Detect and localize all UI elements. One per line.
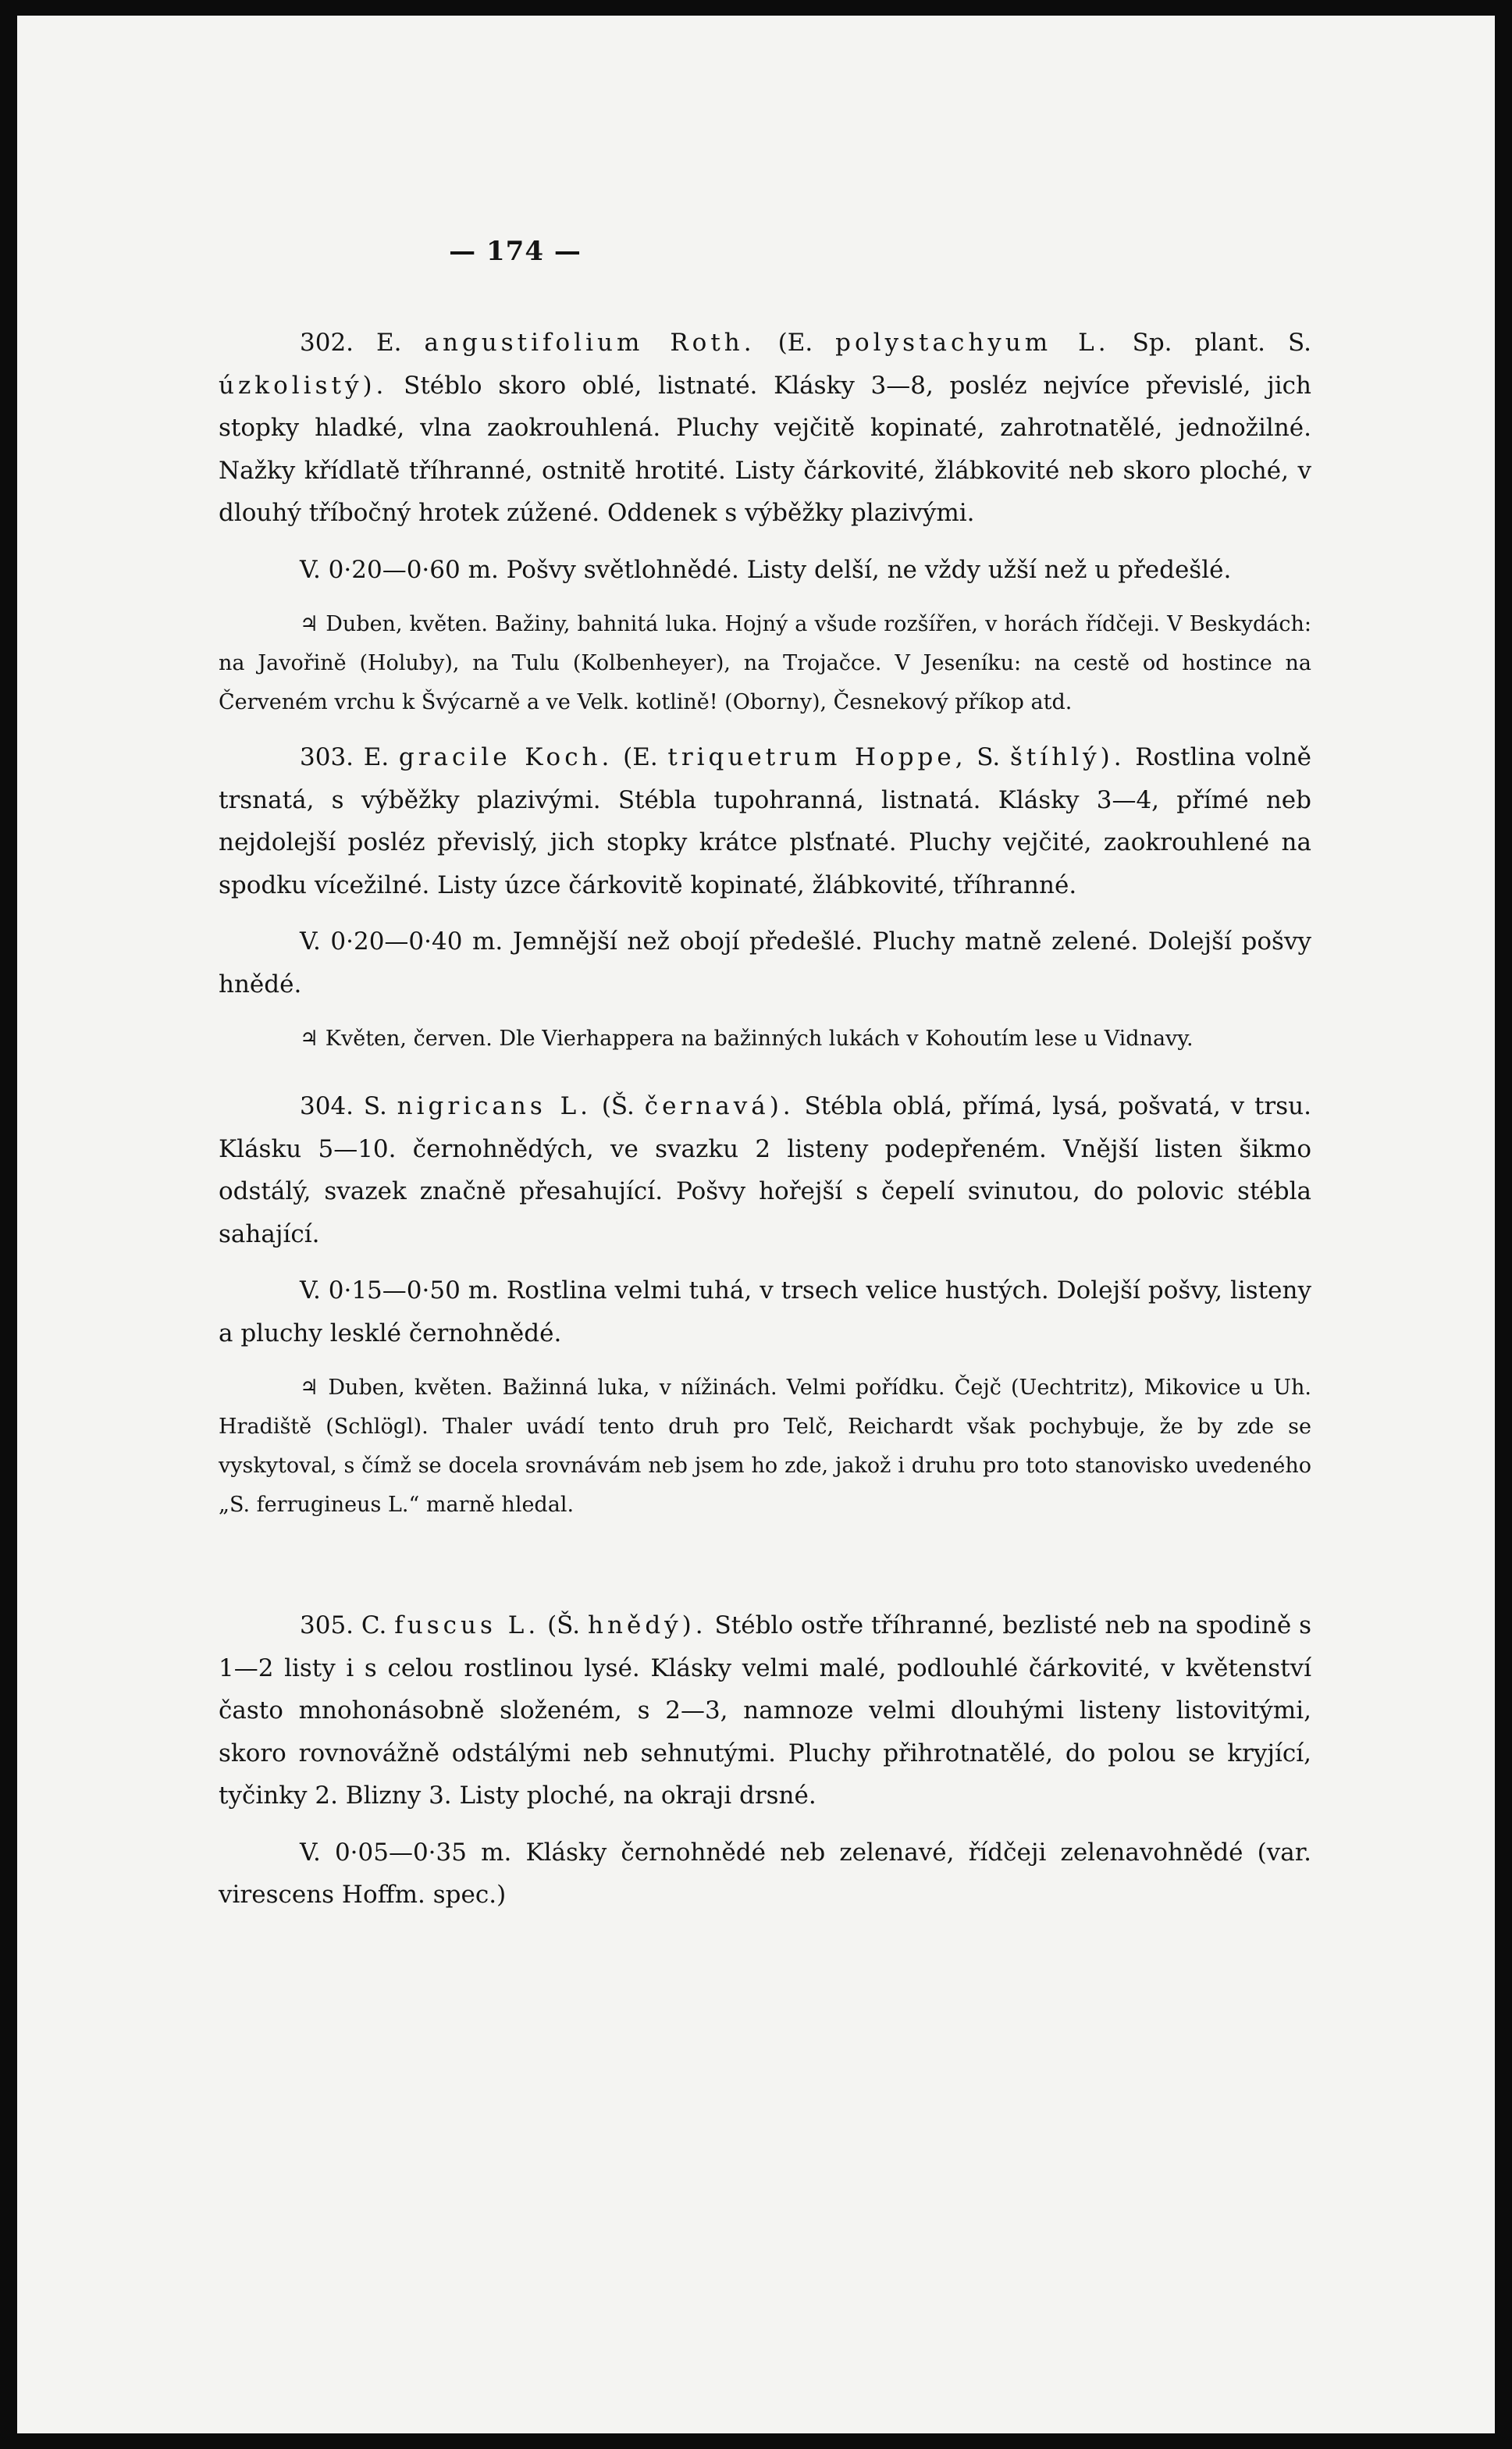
entry-302-desc: Stéblo skoro oblé, listnaté. Klásky 3—8, posléz nejvíce převislé, jich stopky hladké, vlna zaokrouhlená. Pluchy vejčitě kopinaté, zahrotnatělé, jednožilné. Nažky křídlatě tříhranné, ostnitě hrotité. Listy čárkovité, žlábkovité neb skoro ploché, v dlouhý tříbočný hrotek zúžené. Oddenek s výběžky plazivými. [219, 371, 1311, 527]
entry-305-latin-name: fuscus L. [394, 1611, 540, 1639]
entry-302-habitat: ♃ Duben, květen. Bažiny, bahnitá luka. Hojný a všude rozšířen, v horách řídčeji. V Beskydách: na Javořině (Holuby), na Tulu (Kolbenheyer), na Trojačce. V Jeseníku: na cestě od hostince na Červeném vrchu k Švýcarně a ve Velk. kotlině! (Oborny), Česnekový příkop atd. [219, 612, 1311, 714]
entry-305-czech-name: hnědý). [588, 1611, 707, 1639]
entry-304-habitat: ♃ Duben, květen. Bažinná luka, v nížinách. Velmi pořídku. Čejč (Uechtritz), Mikovice u Uh. Hradiště (Schlögl). Thaler uvádí tento druh pro Telč, Reichardt však pochybuje, že by zde se vyskytoval, s čímž se docela srovnávám neb jsem ho zde, jakož i druhu pro toto stanovisko uvedeného „S. ferrugineus L.“ marně hledal. [219, 1376, 1311, 1517]
entry-302-synonym: polystachyum L. [835, 329, 1110, 357]
entry-304-synonym-open: (Š. [601, 1092, 635, 1120]
entry-305-height: V. 0·05—0·35 m. Klásky černohnědé neb zelenavé, řídčeji zelenavohnědé (var. virescens Hoffm. spec.) [219, 1838, 1311, 1909]
entry-304-height: V. 0·15—0·50 m. Rostlina velmi tuhá, v trsech velice hustých. Dolejší pošvy, listeny a pluchy lesklé černohnědé. [219, 1276, 1311, 1347]
entry-302-number: 302. E. [300, 329, 402, 357]
entry-304-number: 304. S. [300, 1092, 387, 1120]
entry-302-synonym-open: (E. [777, 329, 813, 357]
entry-302-reference: Sp. plant. S. [1132, 329, 1311, 357]
entry-303-description [219, 736, 1311, 906]
page-body [219, 322, 1311, 1931]
entry-305-description [219, 1604, 1311, 1817]
entry-303-synonym-open: (E. [623, 743, 658, 771]
entry-302-description [219, 322, 1311, 535]
entry-305-number: 305. C. [300, 1611, 387, 1639]
section-gap [219, 1539, 1311, 1578]
entry-304-description [219, 1085, 1311, 1255]
entry-303-height: V. 0·20—0·40 m. Jemnější než obojí předešlé. Pluchy matně zelené. Dolejší pošvy hnědé. [219, 927, 1311, 998]
entry-302-czech-name: úzkolistý). [219, 371, 388, 400]
page-number: — 174 — [449, 236, 582, 267]
entry-303-reference: S. [977, 743, 1001, 771]
entry-303-czech-name: štíhlý). [1009, 743, 1126, 771]
entry-304-czech-name: černavá). [644, 1092, 795, 1120]
entry-305-desc: Stéblo ostře tříhranné, bezlisté neb na spodině s 1—2 listy i s celou rostlinou lysé. Klásky velmi malé, podlouhlé čárkovité, v květenství často mnohonásobně složeném, s 2—3, namnoze velmi dlouhými listeny listovitými, skoro rovnovážně odstálými neb sehnutými. Pluchy přihrotnatělé, do polou se kryjící, tyčinky 2. Blizny 3. Listy ploché, na okraji drsné. [219, 1611, 1311, 1810]
entry-303-habitat: ♃ Květen, červen. Dle Vierhappera na bažinných lukách v Kohoutím lese u Vidnavy. [300, 1027, 1194, 1051]
entry-304-latin-name: nigricans L. [397, 1092, 592, 1120]
entry-302-latin-name: angustifolium Roth. [424, 329, 756, 357]
entry-303-latin-name: gracile Koch. [398, 743, 614, 771]
entry-305-synonym-open: (Š. [547, 1611, 581, 1639]
entry-304-desc: Stébla oblá, přímá, lysá, pošvatá, v trsu. Klásku 5—10. černohnědých, ve svazku 2 listeny podepřeném. Vnější listen šikmo odstálý, svazek značně přesahující. Pošvy hořejší s čepelí svinutou, do polovic stébla sahající. [219, 1092, 1311, 1248]
entry-303-number: 303. E. [300, 743, 390, 771]
entry-303-synonym: triquetrum Hoppe, [667, 743, 967, 771]
scanned-page [17, 16, 1495, 2433]
entry-302-height: V. 0·20—0·60 m. Pošvy světlohnědé. Listy delší, ne vždy užší než u předešlé. [300, 555, 1232, 584]
entry-303-desc: Rostlina volně trsnatá, s výběžky plazivými. Stébla tupohranná, listnatá. Klásky 3—4, přímé neb nejdolejší posléz převislý, jich stopky krátce plsťnaté. Pluchy vejčité, zaokrouhlené na spodku vícežilné. Listy úzce čárkovitě kopinaté, žlábkovité, tříhranné. [219, 743, 1312, 899]
